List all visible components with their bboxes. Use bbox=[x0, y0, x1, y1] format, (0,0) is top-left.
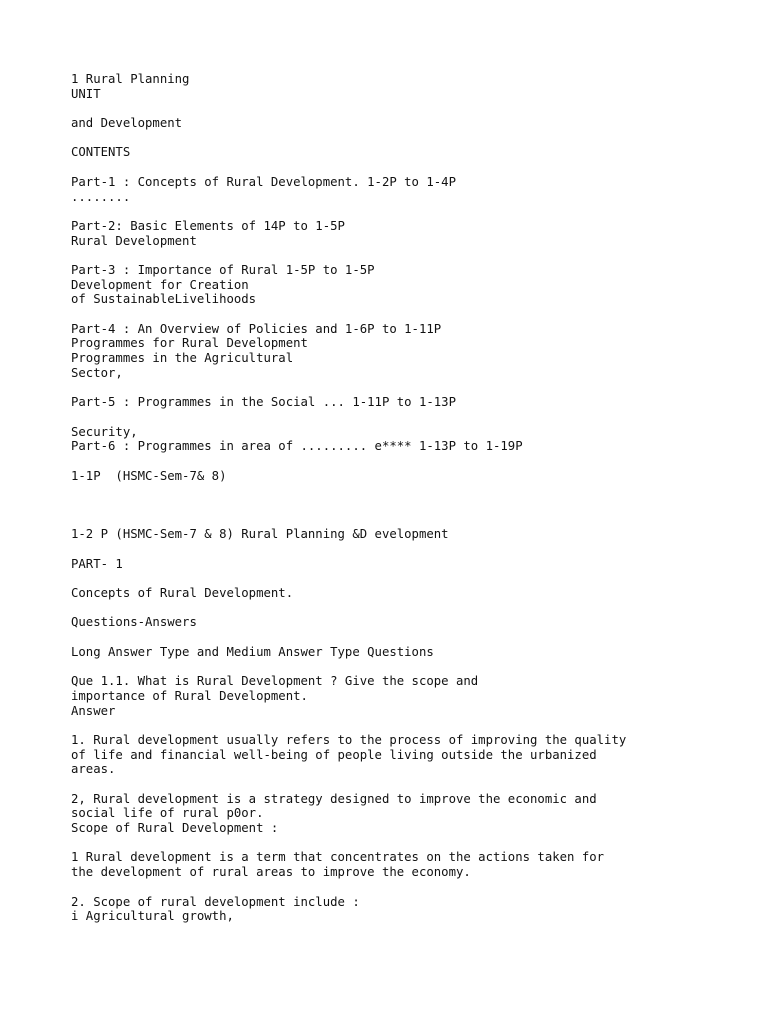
text-line: Part-6 : Programmes in area of ......... e**** 1-13P to 1-19P bbox=[71, 439, 523, 454]
text-line: 1-2 P (HSMC-Sem-7 & 8) Rural Planning &D evelopment bbox=[71, 527, 449, 542]
text-line: Part-2: Basic Elements of 14P to 1-5P bbox=[71, 218, 345, 233]
text-line: 2. Scope of rural development include : bbox=[71, 894, 360, 909]
text-line: Sector, bbox=[71, 365, 123, 380]
text-line: areas. bbox=[71, 762, 116, 777]
text-line: Programmes in the Agricultural bbox=[71, 351, 294, 366]
text-line: the development of rural areas to improve the economy. bbox=[71, 865, 471, 880]
text-line bbox=[71, 454, 751, 469]
text-line bbox=[71, 571, 751, 586]
text-line bbox=[71, 248, 751, 263]
text-line: of life and financial well-being of people living outside the urbanized bbox=[71, 747, 597, 762]
text-line bbox=[71, 630, 751, 645]
text-line bbox=[71, 836, 751, 851]
text-line bbox=[71, 307, 751, 322]
text-line: Questions-Answers bbox=[71, 615, 197, 630]
text-line: Part-4 : An Overview of Policies and 1-6P to 1-11P bbox=[71, 321, 442, 336]
text-line: social life of rural p0or. bbox=[71, 806, 264, 821]
text-line: 1-1P (HSMC-Sem-7& 8) bbox=[71, 468, 227, 483]
text-line bbox=[71, 160, 751, 175]
text-line bbox=[71, 513, 751, 528]
text-line: Concepts of Rural Development. bbox=[71, 586, 294, 601]
text-line bbox=[71, 131, 751, 146]
text-line: importance of Rural Development. bbox=[71, 688, 308, 703]
text-line: 1 Rural Planning bbox=[71, 72, 190, 86]
text-line: Security, bbox=[71, 424, 138, 439]
text-line: Answer bbox=[71, 703, 116, 718]
text-line: Scope of Rural Development : bbox=[71, 821, 279, 836]
text-line bbox=[71, 718, 751, 733]
text-line: Que 1.1. What is Rural Development ? Give the scope and bbox=[71, 674, 479, 689]
text-line bbox=[71, 380, 751, 395]
text-line: UNIT bbox=[71, 86, 101, 101]
text-line: 2, Rural development is a strategy designed to improve the economic and bbox=[71, 791, 597, 806]
text-line: CONTENTS bbox=[71, 145, 131, 160]
text-line: of SustainableLivelihoods bbox=[71, 292, 257, 307]
text-line: and Development bbox=[71, 116, 183, 131]
text-line bbox=[71, 410, 751, 425]
text-line: Development for Creation bbox=[71, 277, 249, 292]
text-line: Part-1 : Concepts of Rural Development. 1-2P to 1-4P bbox=[71, 174, 456, 189]
text-line bbox=[71, 660, 751, 675]
text-line: Programmes for Rural Development bbox=[71, 336, 308, 351]
text-line: Long Answer Type and Medium Answer Type Questions bbox=[71, 644, 434, 659]
text-line: Rural Development bbox=[71, 233, 197, 248]
text-line: 1 Rural development is a term that concentrates on the actions taken for bbox=[71, 850, 605, 865]
text-line: ........ bbox=[71, 189, 131, 204]
text-line: Part-3 : Importance of Rural 1-5P to 1-5P bbox=[71, 262, 375, 277]
text-line: PART- 1 bbox=[71, 556, 123, 571]
text-line bbox=[71, 880, 751, 895]
text-line: 1. Rural development usually refers to the process of improving the quality bbox=[71, 732, 627, 747]
text-line bbox=[71, 483, 751, 498]
document-text bbox=[71, 72, 751, 924]
text-line bbox=[71, 101, 751, 116]
text-line bbox=[71, 204, 751, 219]
text-line bbox=[71, 498, 751, 513]
text-line bbox=[71, 601, 751, 616]
text-line bbox=[71, 542, 751, 557]
text-line: i Agricultural growth, bbox=[71, 909, 234, 924]
text-line: Part-5 : Programmes in the Social ... 1-11P to 1-13P bbox=[71, 395, 456, 410]
text-line bbox=[71, 777, 751, 792]
